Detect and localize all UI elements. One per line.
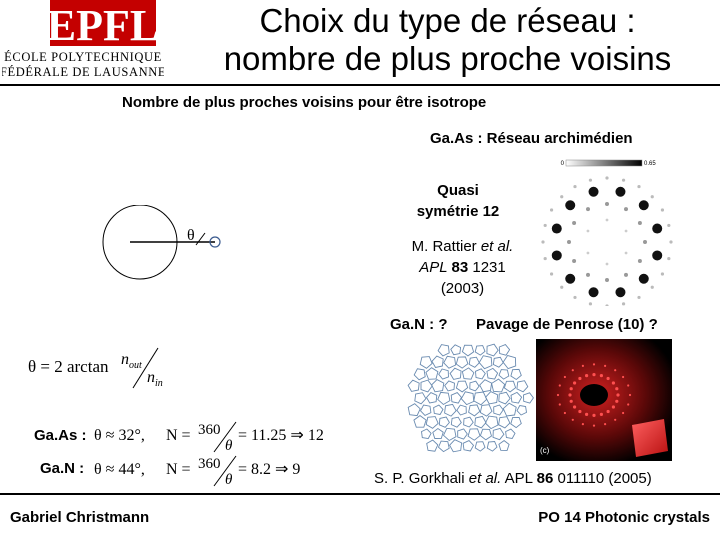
gan-num: 360 [198,456,221,472]
diffraction-spot [638,221,642,225]
quasi-line2: symétrie 12 [416,203,500,220]
gaas-result: = 11.25 ⇒ 12 [238,427,324,444]
epfl-logo-line1: ÉCOLE POLYTECHNIQUE [4,50,162,64]
diffraction-pattern-graphic [540,158,675,306]
diffraction-spot [587,252,590,255]
slide-subtitle: Nombre de plus proches voisins pour être isotrope [122,94,487,111]
penrose-tile [414,416,426,428]
laser-spot [559,403,561,405]
diffraction-spot [586,273,590,277]
diffraction-spot [589,302,592,305]
epfl-logo-graphic [2,0,164,80]
epfl-logo [2,0,164,80]
diffraction-spot [586,207,590,211]
diffraction-spot [625,230,628,233]
penrose-tile [458,429,468,439]
penrose-tile [503,356,516,369]
formula-den: n [147,369,155,386]
penrose-tile [479,356,492,369]
penrose-tile [451,345,461,355]
penrose-tile [480,429,491,440]
penrose-tile [408,380,419,391]
laser-spot [600,413,603,416]
colorbar-max: 0.65 [644,161,656,167]
laser-spot [614,369,616,371]
diffraction-spot [605,202,609,206]
gan-heading: Ga.N : ? [390,316,448,333]
penrose-tile [426,368,438,380]
diffraction-spot [667,257,670,260]
penrose-tile [503,403,516,416]
diffraction-spot [605,176,608,179]
penrose-tile [422,429,432,439]
gaas-row-formula [94,418,354,454]
laser-spot [604,365,606,367]
diffraction-spot [637,185,640,188]
diffraction-spot [589,287,599,297]
penrose-tile [426,417,438,429]
gan-row-formula [94,452,354,488]
laser-spot [614,419,616,421]
diffraction-spot [652,250,662,260]
penrose-tile [474,392,487,405]
penrose-tile [492,379,505,392]
penrose-tile [450,368,461,379]
penrose-tile [463,441,473,451]
diffraction-spot [565,274,575,284]
gan-result: = 8.2 ⇒ 9 [238,461,301,478]
laser-spot [616,393,619,396]
diffraction-spot [669,240,672,243]
diffraction-spot [567,240,571,244]
laser-spot [627,384,629,386]
penrose-tile [456,357,468,368]
diffraction-spot [622,179,625,182]
diffraction-spot [573,185,576,188]
penrose-tile [457,405,467,415]
laser-spot [615,387,618,390]
diffraction-spot [552,224,562,234]
penrose-tile [468,429,480,440]
arctan-formula [28,344,173,392]
penrose-tile [524,393,534,403]
laser-spot [593,425,595,427]
laser-spot [592,414,595,417]
diffraction-spot [661,272,664,275]
penrose-tile [499,441,509,451]
penrose-tile [444,428,457,440]
diffraction-spot [572,221,576,225]
diffraction-spot [552,250,562,260]
diffraction-spot [606,219,609,222]
diffraction-spot [624,273,628,277]
penrose-tile [480,380,492,392]
laser-spot [572,419,574,421]
diffraction-spot [560,286,563,289]
diffraction-spot [606,263,609,266]
laser-spot [622,412,624,414]
penrose-tile [421,380,432,392]
angle-diagram [95,205,235,285]
diffraction-spot [625,252,628,255]
penrose-tile [461,392,474,405]
laser-spot [612,405,615,408]
gaas-num: 360 [198,422,221,438]
penrose-tile [462,345,473,356]
citation-gorkhali: S. P. Gorkhali et al. APL 86 011110 (2005) [374,470,652,487]
penrose-tile [469,405,480,416]
diffraction-spot [589,179,592,182]
gan-n-eq: N = [166,461,191,478]
quasi-line1: Quasi [437,182,479,199]
laser-spot [582,423,584,425]
penrose-tile [415,393,426,404]
penrose-tile [475,416,486,428]
laser-spot [570,387,573,390]
penrose-tile [506,429,515,438]
laser-spot [573,381,576,384]
penrose-tile [444,356,456,368]
penrose-tile [464,417,474,427]
diffraction-spot [638,259,642,263]
penrose-tile [487,368,498,379]
laser-spot [557,394,559,396]
gan-row-graphic [94,452,354,488]
laser-spot [629,394,631,396]
penrose-tile [487,344,498,356]
laser-spot [573,405,576,408]
diffraction-spot [637,296,640,299]
diffraction-spot [550,208,553,211]
gaas-den: θ [225,438,233,454]
diffraction-spot [639,200,649,210]
diffraction-spot [624,207,628,211]
slide-title-line1: Choix du type de réseau : [259,2,636,39]
photo-label: (c) [540,446,550,455]
diffraction-spot [651,195,654,198]
footer-course: PO 14 Photonic crystals [538,509,710,526]
laser-spot [592,373,595,376]
gan-den: θ [225,472,233,488]
penrose-tile [445,404,457,416]
diffraction-spot [661,208,664,211]
penrose-tile [414,369,425,380]
diffraction-spot [605,304,608,306]
diffraction-spot [615,287,625,297]
penrose-tile [439,369,449,379]
penrose-tile [486,392,498,404]
laser-spot [564,412,566,414]
slide-title [180,2,715,78]
diffraction-pattern-image [540,158,675,306]
gaas-row-graphic [94,418,354,454]
penrose-tile [499,392,510,404]
gaas-row-label: Ga.As : [34,427,87,444]
laser-spot [604,423,606,425]
penrose-tile [499,370,509,380]
penrose-tile [470,381,479,391]
penrose-tile [517,406,527,416]
laser-spot [622,376,624,378]
laser-spot [564,376,566,378]
laser-diffraction-graphic [536,339,672,461]
laser-spot [607,377,610,380]
footer-author: Gabriel Christmann [10,509,150,526]
penrose-tiling-image [400,342,540,460]
penrose-tile [420,357,432,369]
penrose-tile [476,369,486,379]
laser-spot [593,363,595,365]
gan-row-label: Ga.N : [40,460,85,477]
laser-spot [585,413,588,416]
penrose-tile [487,442,497,452]
penrose-tile [475,346,485,356]
header-divider [0,84,720,86]
penrose-tile [434,405,443,414]
angle-diagram-graphic [95,205,235,285]
diffraction-spot [573,296,576,299]
diffraction-spot [639,274,649,284]
laser-spot [627,403,629,405]
formula-den-sub: in [155,378,163,389]
penrose-tile [432,356,443,367]
citation-rattier: M. Rattier et al. APL 83 1231 (2003) [411,238,514,297]
penrose-tile [511,369,521,379]
penrose-tile [445,381,455,391]
penrose-tile [450,440,462,452]
laser-spot [578,377,581,380]
diffraction-spot [541,240,544,243]
penrose-tile [480,405,492,416]
epfl-logo-text: EPFL [46,1,160,50]
penrose-tile [469,357,479,367]
diffraction-spot [651,286,654,289]
diffraction-spot [544,224,547,227]
penrose-tile [438,392,450,404]
penrose-tile [427,440,438,451]
formula-lhs: θ = 2 arctan [28,357,109,376]
penrose-tile [494,405,504,415]
penrose-tile [421,405,431,415]
laser-spot [572,369,574,371]
diffraction-spot [565,200,575,210]
penrose-tile [475,442,485,451]
penrose-tile [493,428,504,439]
penrose-tiling-graphic [400,342,540,460]
colorbar-min: 0 [560,161,564,167]
laser-spot [607,410,610,413]
formula-num-sub: out [129,360,142,371]
diffraction-spot [615,187,625,197]
slide-title-line2: nombre de plus proche voisins [223,40,672,77]
penrose-tile [408,404,420,416]
penrose-tile [439,417,449,427]
diffraction-spot [667,224,670,227]
diffraction-spot [572,259,576,263]
penrose-tile [439,441,450,452]
diffraction-spot [652,224,662,234]
laser-spot [600,374,603,377]
diffraction-spot [587,230,590,233]
penrose-tile [517,381,528,392]
penrose-tile [427,393,437,403]
laser-spot [568,393,571,396]
laser-diffraction-photo [536,339,672,461]
penrose-tile [432,380,444,392]
theta-label: θ [187,227,195,244]
laser-spot [582,365,584,367]
laser-spot [570,400,573,403]
penrose-heading: Pavage de Penrose (10) ? [476,316,658,333]
quasi-symmetry-label [398,180,518,222]
penrose-tile [451,417,461,427]
epfl-logo-line2: FÉDÉRALE DE LAUSANNE [2,65,164,79]
formula-num: n [121,351,129,368]
laser-spot [578,410,581,413]
penrose-tile [504,381,515,392]
footer-divider [0,493,720,495]
penrose-tile [485,416,498,429]
penrose-tile [499,417,510,428]
gan-theta: θ ≈ 44°, [94,461,145,478]
penrose-tile [511,392,522,403]
laser-spot [585,374,588,377]
penrose-tile [493,357,503,367]
penrose-tile [462,368,474,379]
arctan-formula-graphic [28,344,173,392]
diffraction-spot [605,278,609,282]
laser-spot [559,384,561,386]
gaas-n-eq: N = [166,427,191,444]
gaas-heading: Ga.As : Réseau archimédien [430,130,633,147]
diffraction-spot [643,240,647,244]
diffraction-spot [550,272,553,275]
penrose-tile [499,345,509,356]
penrose-tile [456,381,467,392]
diffraction-spots [541,176,672,306]
laser-spot [615,400,618,403]
laser-spot [612,381,615,384]
gaas-theta: θ ≈ 32°, [94,427,145,444]
diffraction-spot [622,302,625,305]
penrose-tile [433,429,443,439]
penrose-tile [511,417,522,427]
diffraction-spot [589,187,599,197]
penrose-tile [451,393,461,404]
diffraction-spot [560,195,563,198]
penrose-tile [438,345,449,356]
diffraction-spot [544,257,547,260]
